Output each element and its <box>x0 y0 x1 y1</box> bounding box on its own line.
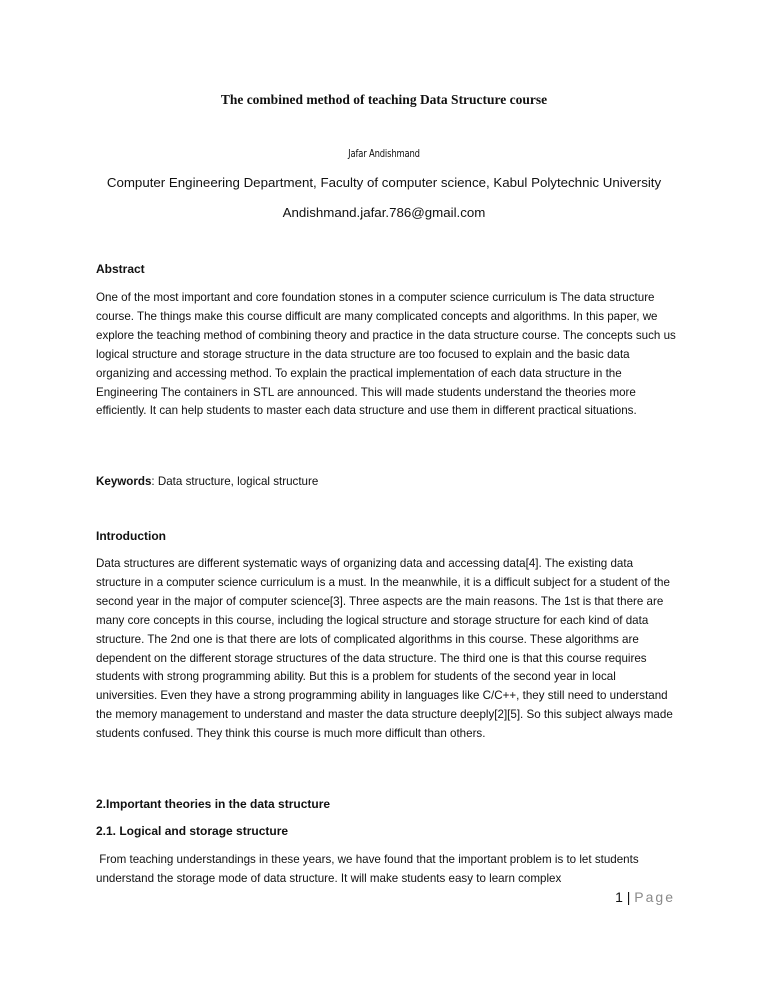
introduction-text: Data structures are different systematic ways of organizing data and accessing data[4]. The existing data structure in a computer science curriculum is a must. In the meanwhile, it is a difficult subject for a student of the second year in the major of computer science[3]. Three aspects are the main reasons. The 1st is that there are many core concepts in this course, including the logical structure and storage structure for each kind of data structure. The 2nd one is that there are lots of complicated algorithms in this course. These algorithms are dependent on the different storage structures of the data structure. The third one is that this course requires students with strong programming ability. But this is a problem for students of the second year in local universities. Even they have a strong programming ability in languages like C/C++, they still need to understand the memory management to understand and master the data structure deeply[2][5]. So this subject always made students confused. They think this course is much more difficult than others. <box>96 557 673 741</box>
keywords <box>96 473 680 492</box>
author-name: Jafar Andishmand <box>348 147 420 160</box>
author-affiliation: Computer Engineering Department, Faculty of computer science, Kabul Polytechnic University <box>106 175 662 190</box>
page-label: Page <box>634 889 675 905</box>
page-footer <box>615 889 675 905</box>
abstract-heading: Abstract <box>96 262 145 276</box>
author-email: Andishmand.jafar.786@gmail.com <box>282 205 486 220</box>
keywords-label: Keywords <box>96 475 152 488</box>
keywords-text: : Data structure, logical structure <box>151 475 319 488</box>
paper-title: The combined method of teaching Data Structure course <box>220 92 548 107</box>
section-2-1-heading: 2.1. Logical and storage structure <box>96 824 289 838</box>
section-2-1-text: From teaching understandings in these years, we have found that the important problem is to let students understand the storage mode of data structure. It will make students easy to learn complex <box>96 853 642 885</box>
page-separator: | <box>622 889 635 905</box>
abstract-text: One of the most important and core foundation stones in a computer science curriculum is The data structure course. The things make this course difficult are many complicated concepts and algorithms. In this paper, we explore the teaching method of combining theory and practice in the data structure course. The concepts such us logical structure and storage structure in the data structure are too focused to explain and the basic data organizing and accessing method. To explain the practical implementation of each data structure in the Engineering The containers in STL are announced. This will made students understand the theories more efficiently. It can help students to master each data structure and use them in different practical situations. <box>96 291 676 418</box>
section-2-heading: 2.Important theories in the data structure <box>96 797 331 811</box>
introduction-heading: Introduction <box>96 529 166 543</box>
page-number: 1 <box>615 889 623 905</box>
